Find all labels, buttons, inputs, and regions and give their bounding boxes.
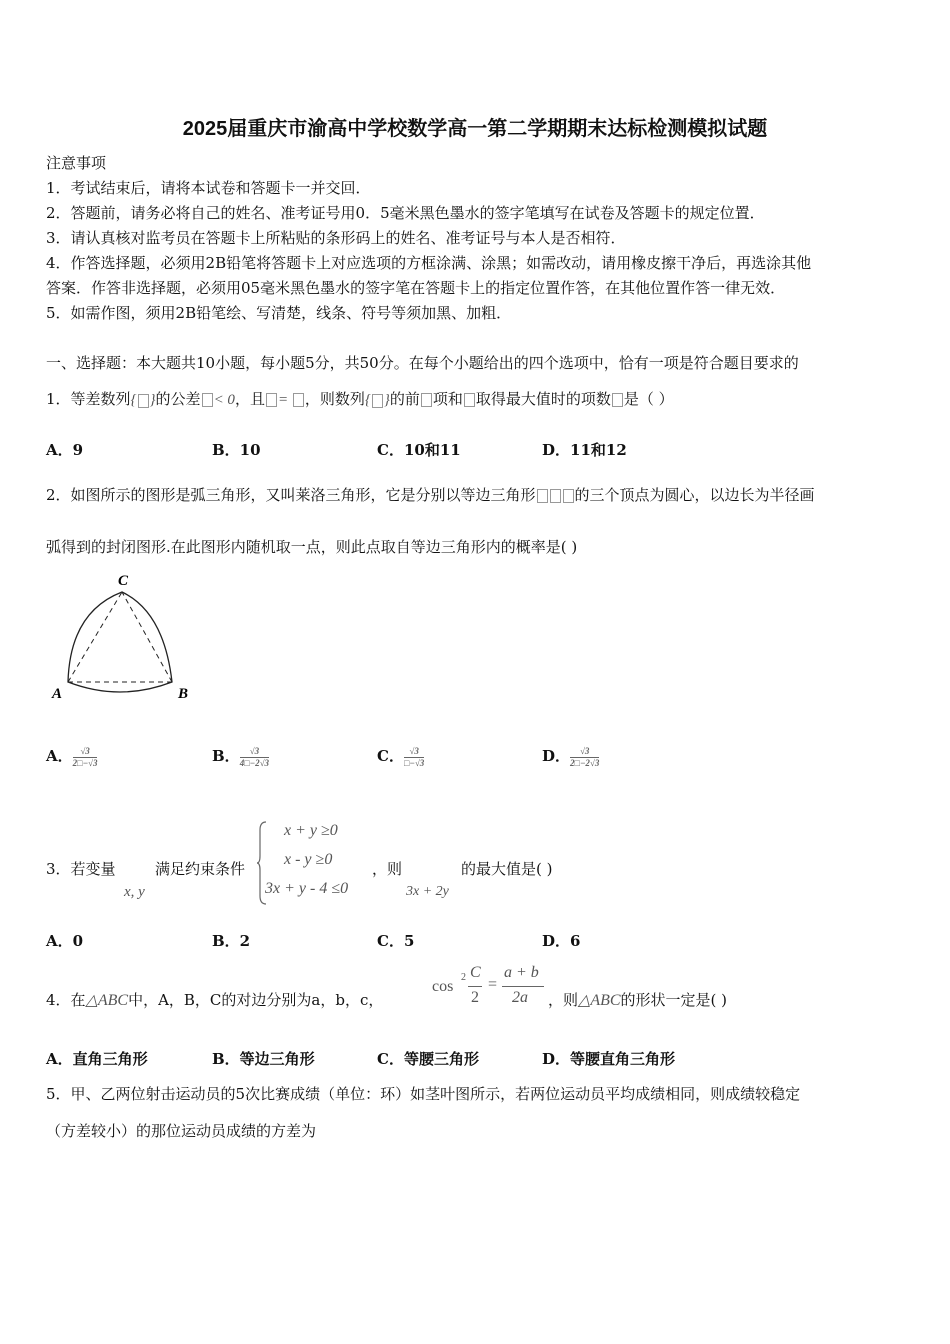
question-3-p2: 满足约束条件 xyxy=(155,860,246,878)
question-3-vars: x, y xyxy=(124,884,145,900)
notice-heading: 注意事项 xyxy=(46,154,107,172)
notice-item: 2．答题前，请务必将自己的姓名、准考证号用0．5毫米黑色墨水的签字笔填写在试卷及答题卡的规定位置． xyxy=(46,204,765,222)
page-title: 2025届重庆市渝高中学校数学高一第二学期期末达标检测模拟试题 xyxy=(182,118,768,140)
notice-item: 答案．作答非选择题，必须用05毫米黑色墨水的签字笔在答题卡上的指定位置作答，在其他位置作答一律无效． xyxy=(46,279,786,297)
question-5-line-1: 5．甲、乙两位射击运动员的5次比赛成绩（单位：环）如茎叶图所示，若两位运动员平均成绩相同，则成绩较稳定 xyxy=(46,1085,801,1103)
option-d: D．11和12 xyxy=(542,441,627,459)
vertex-label-a: A xyxy=(52,686,63,702)
question-2-line-2: 弧得到的封闭图形.在此图形内随机取一点，则此点取自等边三角形内的概率是( ) xyxy=(46,538,578,556)
question-3-expr: 3x + 2y xyxy=(406,884,449,899)
option-b: B．2 xyxy=(212,932,251,950)
question-3-p1: 3．若变量 xyxy=(46,860,116,878)
notice-item: 4．作答选择题，必须用2B铅笔将答题卡上对应选项的方框涂满、涂黑；如需改动，请用橡皮擦干净后，再选涂其他 xyxy=(46,254,812,272)
option-a: A．直角三角形 xyxy=(46,1050,148,1068)
option-c: C．5 xyxy=(377,932,415,950)
question-3-p4: 的最大值是( ) xyxy=(461,860,553,878)
question-1: 1．等差数列{ }的公差 < 0，且 = ，则数列{ }的前 项和 取得最大值时的项数 是（ ） xyxy=(46,390,674,408)
question-2-line-1: 2．如图所示的图形是弧三角形，又叫莱洛三角形，它是分别以等边三角形 的三个顶点为圆心，以边长为半径画 xyxy=(46,486,815,504)
question-4-p3: ，则△ABC的形状一定是( ) xyxy=(548,991,728,1009)
option-d: D．6 xyxy=(542,932,581,950)
notice-item: 1．考试结束后，请将本试卷和答题卡一并交回． xyxy=(46,179,371,197)
constraint-1: x + y ≥0 xyxy=(284,822,338,839)
question-4-equation: cos 2 C 2 = a + b 2a xyxy=(432,966,547,1014)
triangle-side-bc xyxy=(122,592,172,682)
option-b: B． $\frac{√3}{4□-2√3}$ xyxy=(212,745,270,768)
question-3-p3: ，则 xyxy=(372,860,403,878)
option-c: C．等腰三角形 xyxy=(377,1050,479,1068)
option-b: B．等边三角形 xyxy=(212,1050,315,1068)
option-b: B．10 xyxy=(212,441,261,459)
notice-item: 3．请认真核对监考员在答题卡上所粘贴的条形码上的姓名、准考证号与本人是否相符． xyxy=(46,229,626,247)
reuleaux-arc-outline xyxy=(68,592,172,692)
option-d: D．等腰直角三角形 xyxy=(542,1050,676,1068)
vertex-label-c: C xyxy=(118,573,129,589)
option-c: C． $\frac{√3}{□-√3}$ xyxy=(377,745,425,768)
option-a: A． $\frac{√3}{2□-√3}$ xyxy=(46,745,98,768)
option-c: C．10和11 xyxy=(377,441,461,459)
option-a: A．0 xyxy=(46,932,84,950)
question-4-p1: 4．在△ABC中，A，B，C的对边分别为a，b，c， xyxy=(46,991,384,1009)
section-heading: 一、选择题：本大题共10小题，每小题5分，共50分。在每个小题给出的四个选项中，恰有一项是符合题目要求的 xyxy=(46,354,799,372)
question-5-line-2: （方差较小）的那位运动员成绩的方差为 xyxy=(46,1122,317,1140)
option-d: D． $\frac{√3}{2□-2√3}$ xyxy=(542,745,600,768)
vertex-label-b: B xyxy=(178,686,189,702)
constraint-3: 3x + y - 4 ≤0 xyxy=(265,880,349,897)
notice-item: 5．如需作图，须用2B铅笔绘、写清楚，线条、符号等须加黑、加粗． xyxy=(46,304,512,322)
option-a: A．9 xyxy=(46,441,84,459)
constraint-2: x - y ≥0 xyxy=(284,851,333,868)
reuleaux-triangle-figure xyxy=(46,568,206,708)
